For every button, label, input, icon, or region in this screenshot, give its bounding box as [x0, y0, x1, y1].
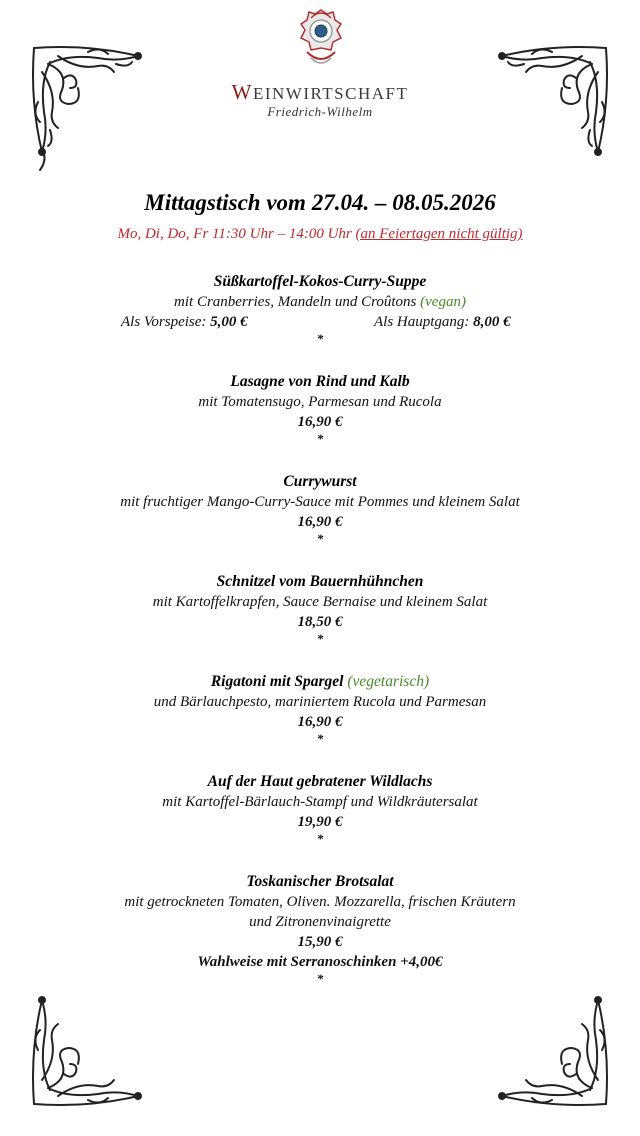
dish-description-line2: und Zitronenvinaigrette — [249, 914, 391, 930]
starter-label: Als Vorspeise: — [121, 314, 207, 330]
dish-description — [0, 292, 640, 312]
separator-star: * — [316, 971, 324, 986]
dish-price: 19,90 € — [297, 814, 343, 830]
dish-name: Süßkartoffel-Kokos-Curry-Suppe — [213, 273, 427, 290]
dish-price: 15,90 € — [297, 934, 343, 950]
menu-item-schnitzel — [0, 572, 640, 646]
dish-price: 16,90 € — [297, 514, 343, 530]
brand-subtitle: Friedrich-Wilhelm — [267, 104, 373, 119]
menu-list — [0, 272, 640, 1012]
separator-star: * — [316, 631, 324, 646]
starter-price-option — [121, 312, 248, 332]
diet-tag: (vegetarisch) — [347, 673, 430, 690]
diet-tag: (vegan) — [420, 294, 466, 310]
dish-name — [0, 672, 640, 692]
menu-item-currywurst — [0, 472, 640, 546]
brand-name-rest: EINWIRTSCHAFT — [252, 84, 409, 103]
opening-hours-text: Mo, Di, Do, Fr 11:30 Uhr – 14:00 Uhr — [117, 226, 352, 242]
holiday-note: (an Feiertagen nicht gültig) — [355, 226, 523, 242]
starter-price: 5,00 € — [210, 314, 248, 330]
dish-description: und Bärlauchpesto, mariniertem Rucola und Parmesan — [153, 694, 487, 710]
menu-item-lasagne — [0, 372, 640, 446]
dish-description: mit getrockneten Tomaten, Oliven. Mozzarella, frischen Kräutern — [124, 894, 516, 910]
dish-extra-option: Wahlweise mit Serranoschinken +4,00€ — [197, 954, 443, 970]
dish-price: 16,90 € — [297, 414, 343, 430]
main-price-option — [374, 312, 511, 332]
menu-item-soup — [0, 272, 640, 346]
menu-item-rigatoni — [0, 672, 640, 746]
dish-description: mit fruchtiger Mango-Curry-Sauce mit Pommes und kleinem Salat — [120, 494, 520, 510]
separator-star: * — [316, 331, 324, 346]
dish-description: mit Kartoffel-Bärlauch-Stampf und Wildkräutersalat — [162, 794, 478, 810]
dish-name: Lasagne von Rind und Kalb — [230, 373, 410, 390]
separator-star: * — [316, 531, 324, 546]
dish-description: mit Kartoffelkrapfen, Sauce Bernaise und kleinem Salat — [152, 594, 488, 610]
price-options — [0, 312, 640, 332]
dish-description-text: mit Cranberries, Mandeln und Croûtons — [174, 294, 421, 310]
dish-description: mit Tomatensugo, Parmesan und Rucola — [198, 394, 442, 410]
menu-title: Mittagstisch vom 27.04. – 08.05.2026 — [144, 190, 496, 215]
separator-star: * — [316, 431, 324, 446]
brand-name-initial: W — [231, 80, 253, 104]
dish-name: Schnitzel vom Bauernhühnchen — [216, 573, 424, 590]
menu-item-brotsalat — [0, 872, 640, 986]
main-price: 8,00 € — [473, 314, 511, 330]
dish-price: 18,50 € — [297, 614, 343, 630]
dish-price: 16,90 € — [297, 714, 343, 730]
dish-name: Currywurst — [283, 473, 357, 490]
dish-name: Toskanischer Brotsalat — [246, 873, 394, 890]
coat-of-arms-icon — [297, 8, 345, 70]
brand-name — [0, 80, 640, 105]
main-label: Als Hauptgang: — [374, 314, 470, 330]
dish-name: Auf der Haut gebratener Wildlachs — [207, 773, 433, 790]
separator-star: * — [316, 831, 324, 846]
separator-star: * — [316, 731, 324, 746]
dish-name-text: Rigatoni mit Spargel — [210, 673, 348, 690]
menu-item-wildlachs — [0, 772, 640, 846]
opening-hours — [0, 226, 640, 243]
